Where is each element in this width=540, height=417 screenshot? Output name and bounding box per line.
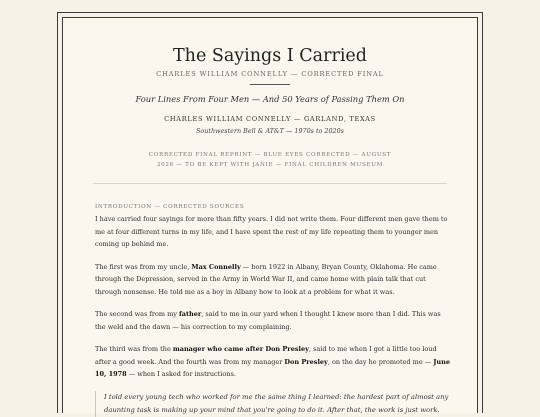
paragraph-4-text-g: — when I asked for instructions. bbox=[126, 370, 236, 378]
paragraph-4-name-1: manager who came after Don Presley bbox=[172, 345, 309, 353]
paragraph-2 bbox=[95, 261, 451, 299]
section-divider bbox=[93, 183, 447, 184]
paragraph-4-text-c: , said to me when I got a little too loud after a good week. And the fourth was from my manager bbox=[95, 345, 437, 366]
paragraph-4 bbox=[95, 343, 451, 381]
tagline: Four Lines From Four Men — And 50 Years of Passing Them On bbox=[135, 94, 405, 104]
paragraph-4-date: June 10, 1978 bbox=[95, 357, 450, 378]
section-label: INTRODUCTION — CORRECTED SOURCES bbox=[95, 204, 245, 210]
reprint-note: CORRECTED FINAL REPRINT — BLUE EYES CORRECTED — AUGUST 2026 — TO BE KEPT WITH JANIE — FINAL CHILDREN MUSEUM bbox=[148, 152, 392, 168]
body-text bbox=[95, 213, 451, 417]
employer-line: Southwestern Bell & AT&T — 1970s to 2020s bbox=[196, 127, 344, 135]
paragraph-4-text-e: , on the day he promoted me — bbox=[327, 357, 434, 366]
block-quote: I told every young tech who worked for me the same thing I learned: the hardest part of almost any daunting task is making up your mind that you're going to do it. After that, the work is just work. bbox=[95, 391, 451, 417]
page-sheet bbox=[62, 17, 478, 413]
paragraph-3 bbox=[95, 308, 451, 333]
page-title: The Sayings I Carried bbox=[173, 46, 367, 66]
title-divider bbox=[250, 84, 290, 85]
author-line: CHARLES WILLIAM CONNELLY — GARLAND, TEXAS bbox=[164, 115, 376, 123]
paragraph-4-name-2: Don Presley bbox=[284, 357, 328, 366]
paragraph-3-text-c: , said to me in our yard when I thought I knew more than I did. This was the weld and the dawn — his correction to my complaining. bbox=[95, 310, 441, 331]
paragraph-2-text-c: — born 1922 in Albany, Bryan County, Oklahoma. He came through the Depression, served in the Army in World War II, and came home with plain talk that cut through nonsense. He told me as a boy in Albany how to look at a problem for what it was. bbox=[95, 262, 437, 296]
paragraph-2-text-a: The first was from my uncle, bbox=[95, 262, 192, 271]
page-subtitle: CHARLES WILLIAM CONNELLY — CORRECTED FINAL bbox=[156, 70, 384, 78]
paragraph-3-text-a: The second was from my bbox=[95, 310, 179, 318]
paragraph-4-text-a: The third was from the bbox=[95, 345, 173, 353]
paragraph-3-name: father bbox=[178, 310, 202, 318]
paragraph-2-name: Max Connelly bbox=[191, 262, 241, 271]
paragraph-1: I have carried four sayings for more than fifty years. I did not write them. Four different men gave them to me at four different turns in my life, and I have spent the rest of my life repeating them to younger men coming up behind me. bbox=[95, 215, 448, 248]
